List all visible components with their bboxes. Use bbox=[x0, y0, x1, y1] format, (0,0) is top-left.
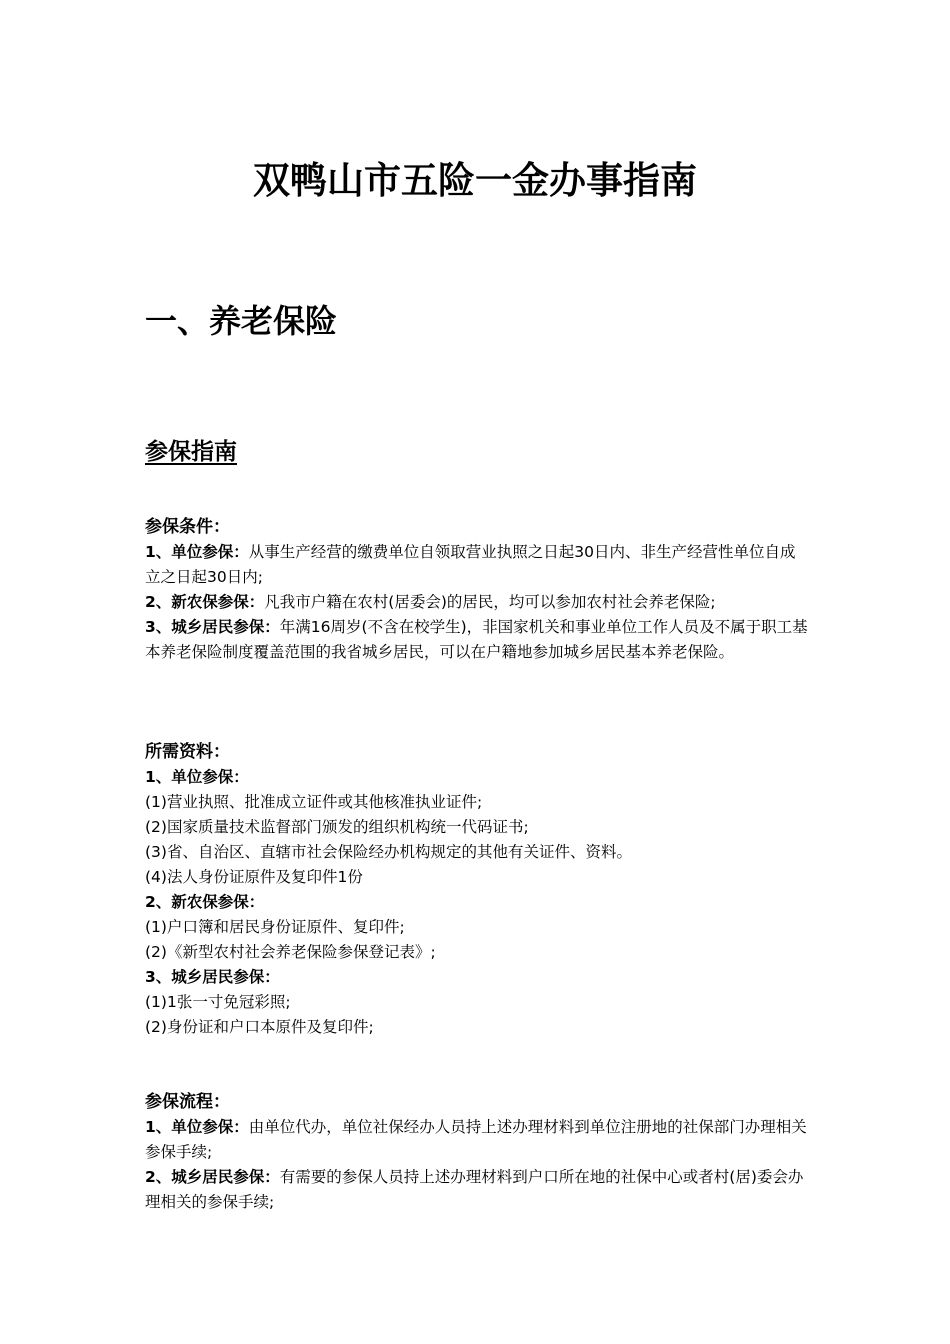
process-item bbox=[145, 1165, 810, 1215]
condition-lead: 1、单位参保： bbox=[145, 543, 249, 561]
process-item bbox=[145, 1115, 810, 1165]
materials-line: (2)《新型农村社会养老保险参保登记表》; bbox=[145, 943, 436, 961]
process-lead: 1、单位参保： bbox=[145, 1118, 249, 1136]
materials-line: (1)户口簿和居民身份证原件、复印件; bbox=[145, 918, 405, 936]
subsection-heading-guide: 参保指南 bbox=[145, 439, 237, 465]
process-label: 参保流程： bbox=[145, 1092, 230, 1112]
materials-group-lead: 2、新农保参保： bbox=[145, 893, 265, 911]
condition-lead: 3、城乡居民参保： bbox=[145, 618, 280, 636]
condition-item bbox=[145, 590, 810, 615]
condition-lead: 2、新农保参保： bbox=[145, 593, 265, 611]
condition-text: 年满16周岁(不含在校学生)，非国家机关和事业单位工作人员及不属于职工基本养老保险制度覆盖范围的我省城乡居民，可以在户籍地参加城乡居民基本养老保险。 bbox=[145, 618, 808, 661]
conditions-label: 参保条件： bbox=[145, 517, 230, 537]
condition-item bbox=[145, 540, 810, 590]
conditions-block bbox=[145, 515, 810, 665]
process-text: 由单位代办，单位社保经办人员持上述办理材料到单位注册地的社保部门办理相关参保手续; bbox=[145, 1118, 807, 1161]
condition-item bbox=[145, 615, 810, 665]
process-text: 有需要的参保人员持上述办理材料到户口所在地的社保中心或者村(居)委会办理相关的参保手续; bbox=[145, 1168, 804, 1211]
condition-text: 凡我市户籍在农村(居委会)的居民，均可以参加农村社会养老保险; bbox=[264, 593, 716, 611]
materials-line: (2)国家质量技术监督部门颁发的组织机构统一代码证书; bbox=[145, 818, 529, 836]
materials-group-lead: 3、城乡居民参保： bbox=[145, 968, 280, 986]
materials-line: (4)法人身份证原件及复印件1份 bbox=[145, 868, 363, 886]
materials-line: (3)省、自治区、直辖市社会保险经办机构规定的其他有关证件、资料。 bbox=[145, 843, 632, 861]
materials-line: (1)营业执照、批准成立证件或其他核准执业证件; bbox=[145, 793, 483, 811]
materials-line: (1)1张一寸免冠彩照; bbox=[145, 993, 291, 1011]
process-block bbox=[145, 1090, 810, 1215]
section-heading-pension: 一、养老保险 bbox=[145, 302, 338, 340]
materials-line: (2)身份证和户口本原件及复印件; bbox=[145, 1018, 374, 1036]
materials-block bbox=[145, 740, 810, 1040]
condition-text: 从事生产经营的缴费单位自领取营业执照之日起30日内、非生产经营性单位自成立之日起30日内; bbox=[145, 543, 796, 586]
process-lead: 2、城乡居民参保： bbox=[145, 1168, 280, 1186]
document-title: 双鸭山市五险一金办事指南 bbox=[253, 159, 697, 202]
materials-label: 所需资料： bbox=[145, 742, 230, 762]
materials-group-lead: 1、单位参保： bbox=[145, 768, 249, 786]
